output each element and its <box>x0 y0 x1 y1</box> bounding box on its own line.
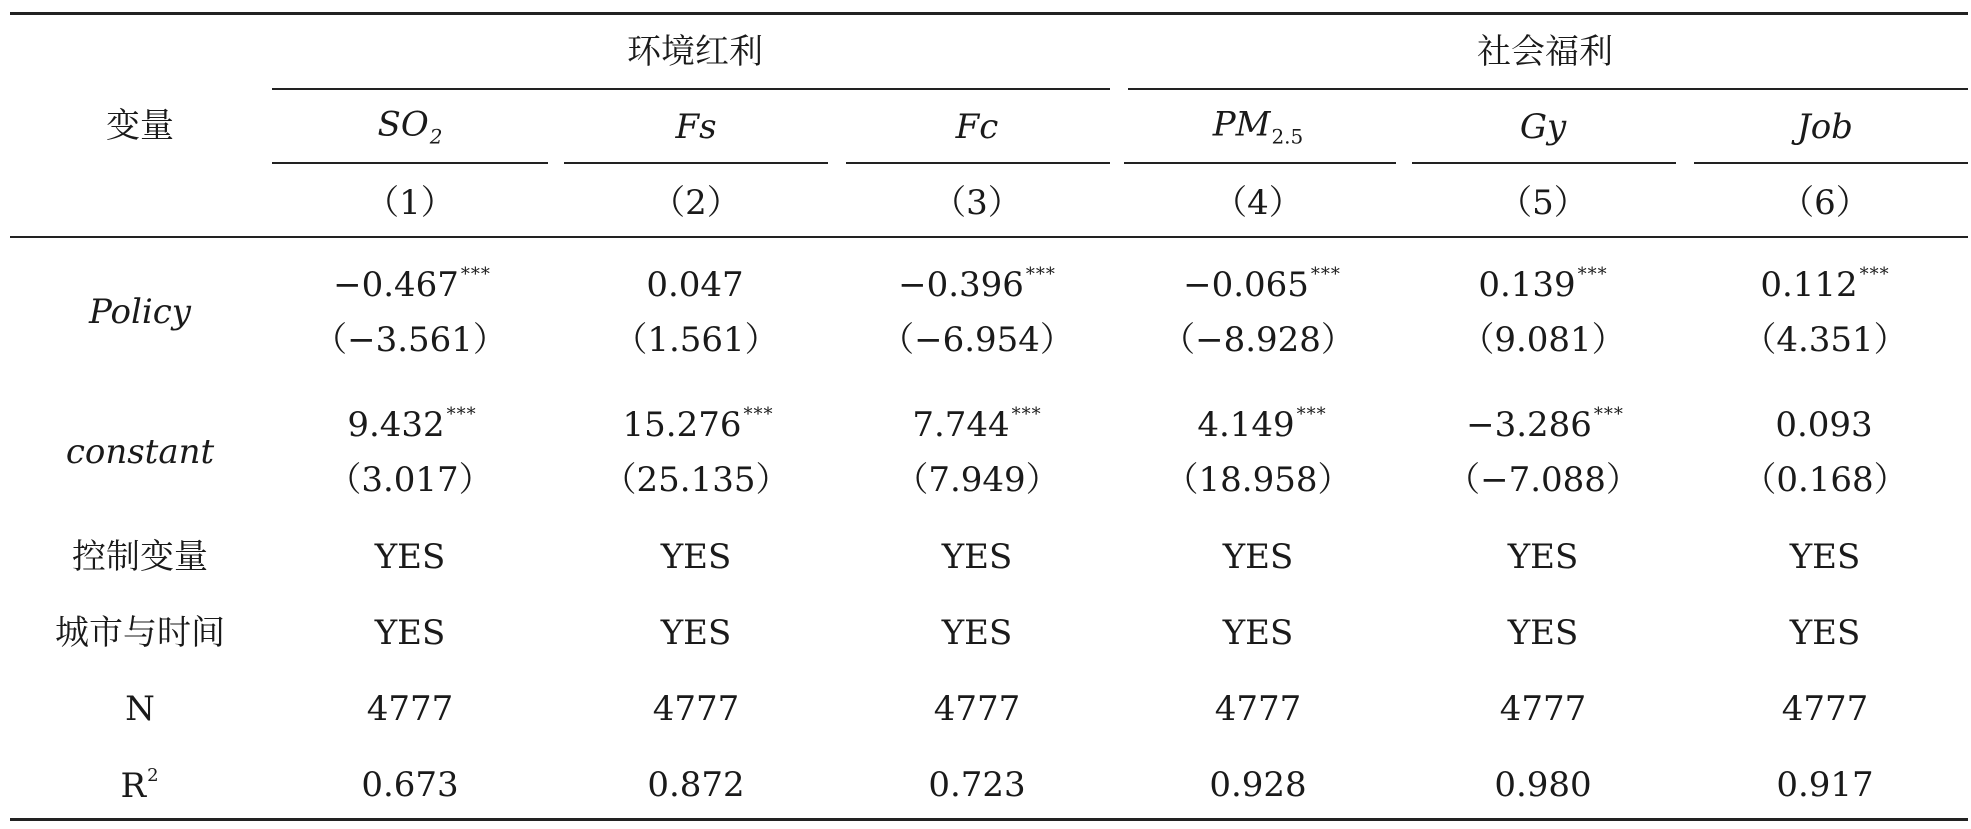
group-header-environment: 环境红利 <box>627 32 763 72</box>
n-val-5: 4777 <box>1499 689 1587 729</box>
constant-coef-5: −3.286 *** <box>1466 404 1624 445</box>
top-rule <box>10 12 1968 15</box>
controls-val-5: YES <box>1507 537 1579 577</box>
group-rule-right <box>1128 88 1968 90</box>
policy-coef-5: 0.139 *** <box>1478 264 1608 305</box>
city-time-val-4: YES <box>1222 613 1294 653</box>
n-val-6: 4777 <box>1781 689 1869 729</box>
controls-val-2: YES <box>660 537 732 577</box>
row-label-n: N <box>125 689 155 729</box>
policy-t-3: （−6.954） <box>880 320 1074 360</box>
constant-coef-4: 4.149 *** <box>1197 404 1327 445</box>
constant-t-3: （7.949） <box>894 460 1060 500</box>
column-num-6: （6） <box>1780 183 1870 223</box>
row-header-label: 变量 <box>106 106 174 146</box>
r2-val-5: 0.980 <box>1494 765 1592 805</box>
constant-coef-3: 7.744 *** <box>912 404 1042 445</box>
col-rule-2 <box>564 162 828 164</box>
city-time-val-1: YES <box>374 613 446 653</box>
constant-coef-2: 15.276 *** <box>622 404 774 445</box>
group-rule-left <box>272 88 1110 90</box>
column-num-3: （3） <box>932 183 1022 223</box>
constant-t-6: （0.168） <box>1742 460 1908 500</box>
column-num-1: （1） <box>365 183 455 223</box>
column-num-5: （5） <box>1498 183 1588 223</box>
column-var-6: Job <box>1797 107 1853 147</box>
column-var-2: Fs <box>675 107 717 147</box>
col-rule-4 <box>1124 162 1396 164</box>
policy-coef-1: −0.467 *** <box>333 264 491 305</box>
city-time-val-3: YES <box>941 613 1013 653</box>
constant-t-1: （3.017） <box>327 460 493 500</box>
column-var-5: Gy <box>1519 107 1567 147</box>
row-label-r2: $R^2$ <box>120 765 160 806</box>
group-header-social: 社会福利 <box>1477 32 1613 72</box>
r2-val-3: 0.723 <box>928 765 1026 805</box>
controls-val-4: YES <box>1222 537 1294 577</box>
row-label-policy: Policy <box>89 292 191 332</box>
policy-coef-2: 0.047 <box>646 265 744 305</box>
row-label-controls: 控制变量 <box>72 537 208 577</box>
policy-coef-4: −0.065 *** <box>1183 264 1341 305</box>
city-time-val-6: YES <box>1789 613 1861 653</box>
constant-t-4: （18.958） <box>1164 460 1352 500</box>
column-var-3: Fc <box>955 107 999 147</box>
n-val-2: 4777 <box>652 689 740 729</box>
constant-t-2: （25.135） <box>602 460 790 500</box>
col-rule-3 <box>846 162 1110 164</box>
constant-t-5: （−7.088） <box>1446 460 1640 500</box>
r2-val-6: 0.917 <box>1776 765 1874 805</box>
column-num-2: （2） <box>651 183 741 223</box>
city-time-val-5: YES <box>1507 613 1579 653</box>
policy-t-2: （1.561） <box>613 320 779 360</box>
r2-val-1: 0.673 <box>361 765 459 805</box>
city-time-val-2: YES <box>660 613 732 653</box>
n-val-3: 4777 <box>933 689 1021 729</box>
policy-coef-3: −0.396 *** <box>898 264 1056 305</box>
row-label-city-time: 城市与时间 <box>55 613 225 653</box>
col-rule-5 <box>1412 162 1676 164</box>
n-val-1: 4777 <box>366 689 454 729</box>
r2-val-4: 0.928 <box>1209 765 1307 805</box>
header-bottom-rule <box>10 236 1968 238</box>
controls-val-3: YES <box>941 537 1013 577</box>
controls-val-1: YES <box>374 537 446 577</box>
constant-coef-6: 0.093 <box>1775 405 1873 445</box>
column-num-4: （4） <box>1213 183 1303 223</box>
bottom-rule <box>10 818 1968 821</box>
policy-t-4: （−8.928） <box>1161 320 1355 360</box>
column-var-4: $PM_{2.5}$ <box>1212 104 1304 149</box>
policy-t-6: （4.351） <box>1742 320 1908 360</box>
r2-val-2: 0.872 <box>647 765 745 805</box>
policy-t-5: （9.081） <box>1460 320 1626 360</box>
column-var-1: $SO_2$ <box>377 104 443 149</box>
col-rule-6 <box>1694 162 1968 164</box>
policy-t-1: （−3.561） <box>313 320 507 360</box>
controls-val-6: YES <box>1789 537 1861 577</box>
constant-coef-1: 9.432 *** <box>347 404 477 445</box>
n-val-4: 4777 <box>1214 689 1302 729</box>
col-rule-1 <box>272 162 548 164</box>
policy-coef-6: 0.112 *** <box>1760 264 1890 305</box>
row-label-constant: constant <box>65 432 215 472</box>
